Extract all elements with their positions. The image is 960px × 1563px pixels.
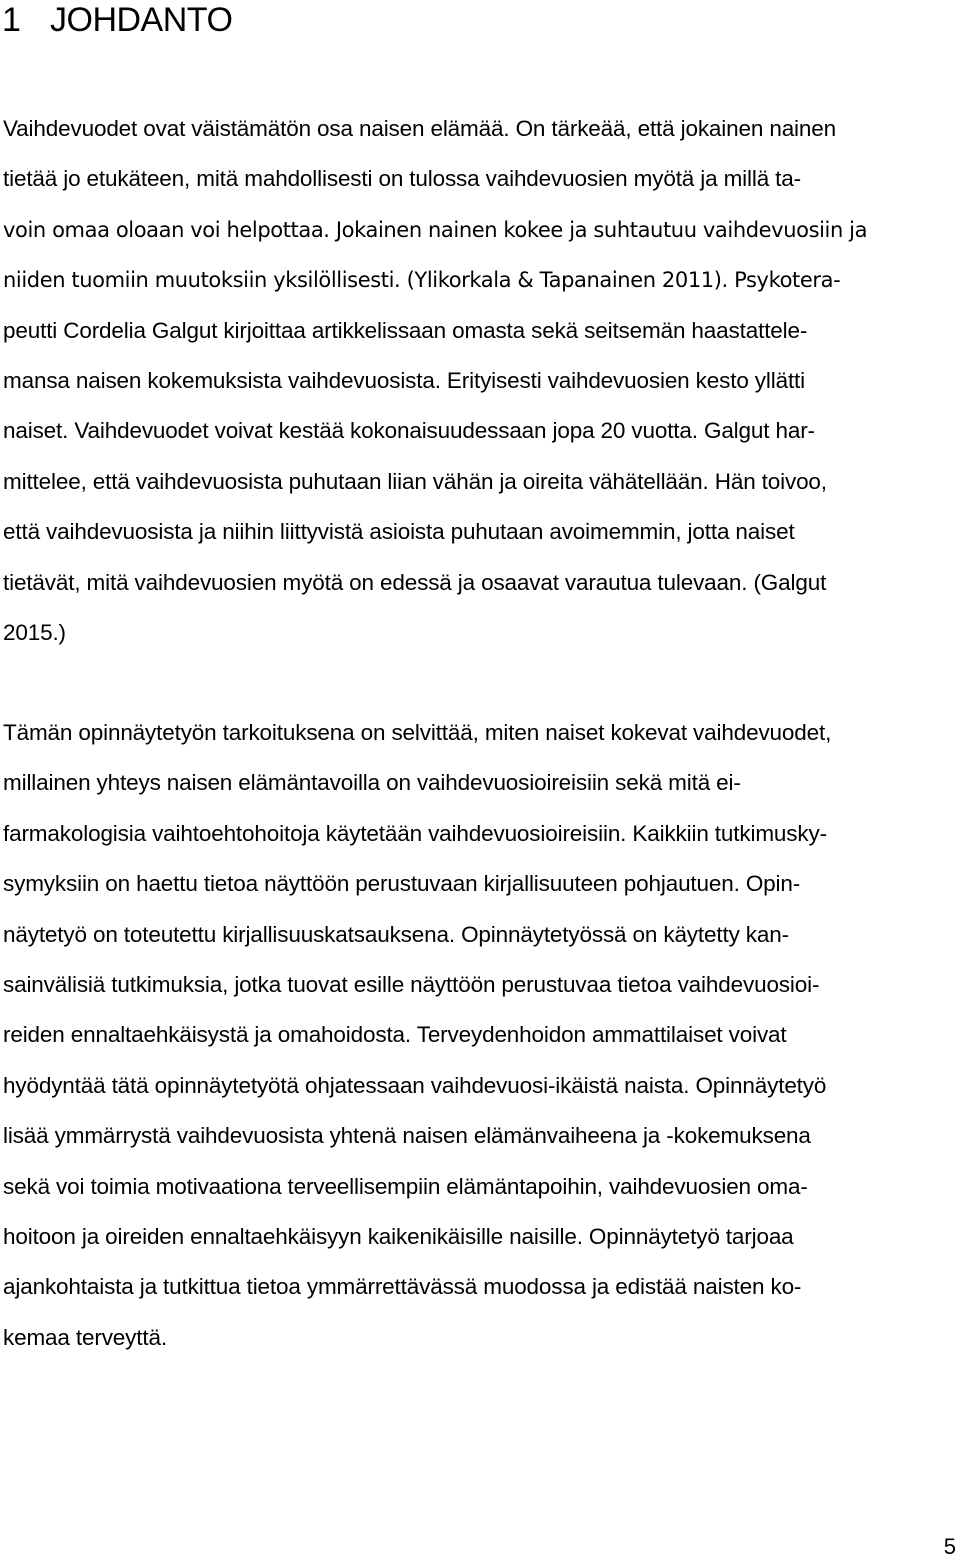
text-line: ajankohtaista ja tutkittua tietoa ymmärrettävässä muodossa ja edistää naisten ko- xyxy=(3,1274,802,1300)
text-line: symyksiin on haettu tietoa näyttöön perustuvaan kirjallisuuteen pohjautuen. Opin- xyxy=(3,871,801,897)
text-line: sekä voi toimia motivaationa terveellisempiin elämäntapoihin, vaihdevuosien oma- xyxy=(3,1173,808,1199)
text-line: peutti Cordelia Galgut kirjoittaa artikkelissaan omasta sekä seitsemän haastattele- xyxy=(3,317,808,343)
text-line: farmakologisia vaihtoehtohoitoja käytetään vaihdevuosioireisiin. Kaikkiin tutkimusky- xyxy=(3,820,827,846)
text-line: naiset. Vaihdevuodet voivat kestää kokonaisuudessaan jopa 20 vuotta. Galgut har- xyxy=(3,418,815,444)
paragraph-1 xyxy=(3,104,867,658)
text-line: hyödyntää tätä opinnäytetyötä ohjatessaan vaihdevuosi-ikäistä naista. Opinnäytetyö xyxy=(3,1072,827,1098)
text-line: Vaihdevuodet ovat väistämätön osa naisen elämää. On tärkeää, että jokainen nainen xyxy=(3,116,836,141)
text-line: reiden ennaltaehkäisystä ja omahoidosta. Terveydenhoidon ammattilaiset voivat xyxy=(3,1022,787,1048)
text-line: hoitoon ja oireiden ennaltaehkäisyyn kaikenikäisille naisille. Opinnäytetyö tarjoaa xyxy=(3,1223,794,1249)
paragraph-2 xyxy=(3,708,831,1363)
text-line: lisää ymmärrystä vaihdevuosista yhtenä naisen elämänvaiheena ja -kokemuksena xyxy=(3,1123,811,1149)
text-line: tietää jo etukäteen, mitä mahdollisesti on tulossa vaihdevuosien myötä ja millä ta- xyxy=(3,166,801,192)
text-line: mittelee, että vaihdevuosista puhutaan liian vähän ja oireita vähätellään. Hän toivoo, xyxy=(3,468,827,494)
text-line: näytetyö on toteutettu kirjallisuuskatsauksena. Opinnäytetyössä on käytetty kan- xyxy=(3,921,789,947)
text-line: millainen yhteys naisen elämäntavoilla on vaihdevuosioireisiin sekä mitä ei- xyxy=(3,770,741,796)
text-line: sainvälisiä tutkimuksia, jotka tuovat esille näyttöön perustuvaa tietoa vaihdevuosioi- xyxy=(3,971,820,997)
text-line: voin omaa oloaan voi helpottaa. Jokainen nainen kokee ja suhtautuu vaihdevuosiin ja xyxy=(3,217,868,242)
chapter-heading xyxy=(2,0,232,40)
text-line: 2015.) xyxy=(3,619,66,645)
text-line: että vaihdevuosista ja niihin liittyvistä asioista puhutaan avoimemmin, jotta naiset xyxy=(3,519,795,545)
chapter-number: 1 xyxy=(2,1,21,39)
text-line: tietävät, mitä vaihdevuosien myötä on edessä ja osaavat varautua tulevaan. (Galgut xyxy=(3,569,827,595)
text-line: niiden tuomiin muutoksiin yksilöllisesti. (Ylikorkala & Tapanainen 2011). Psykotera- xyxy=(3,268,841,293)
text-line: mansa naisen kokemuksista vaihdevuosista. Erityisesti vaihdevuosien kesto yllätti xyxy=(3,367,805,393)
chapter-title: JOHDANTO xyxy=(50,1,233,39)
page-number: 5 xyxy=(943,1534,956,1559)
text-line: Tämän opinnäytetyön tarkoituksena on selvittää, miten naiset kokevat vaihdevuodet, xyxy=(3,720,832,745)
text-line: kemaa terveyttä. xyxy=(3,1324,167,1350)
